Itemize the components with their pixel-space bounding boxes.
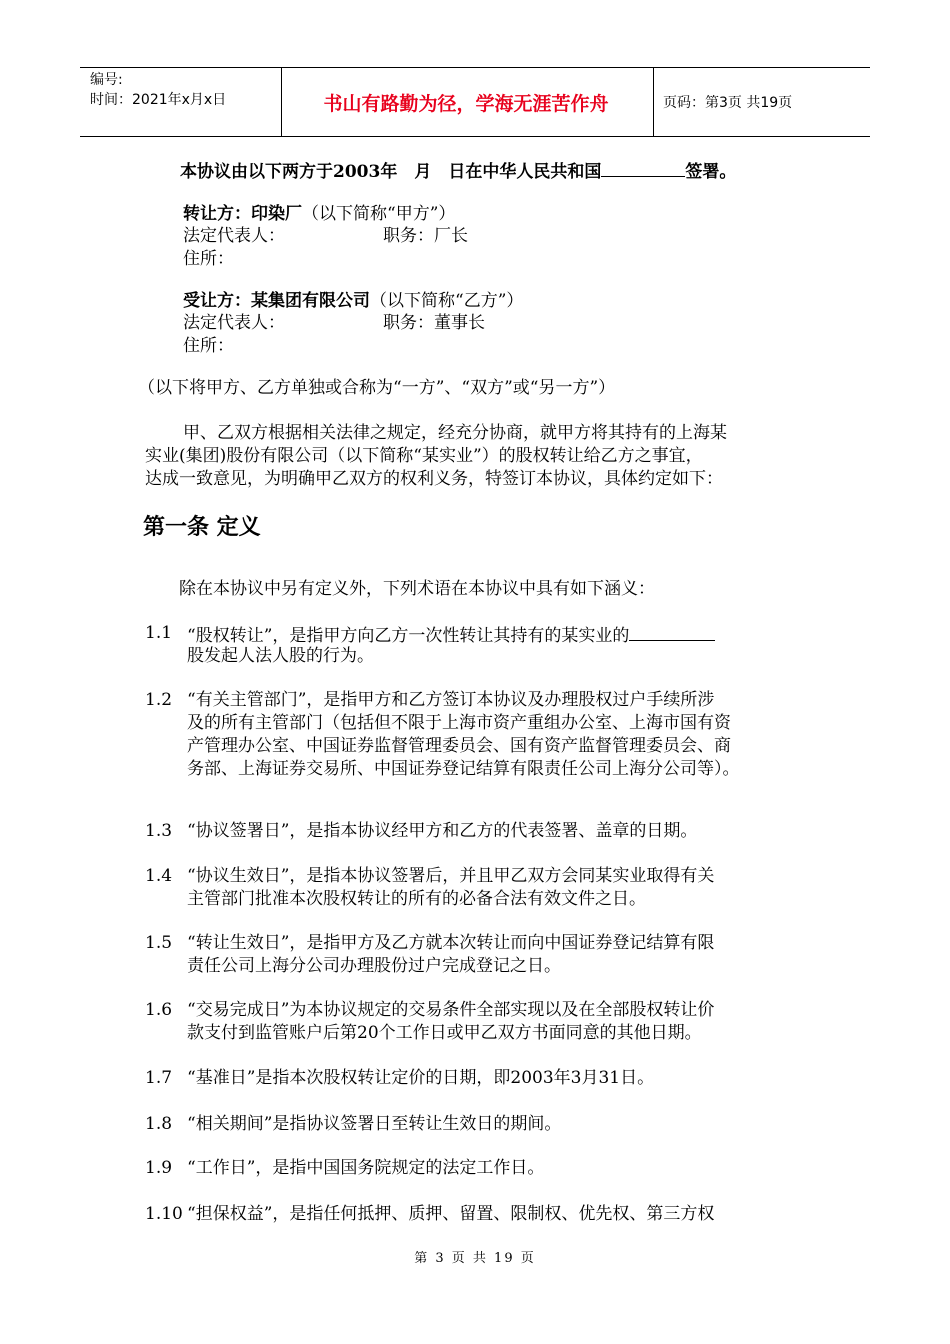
item-text: “股权转让”，是指甲方向乙方一次性转让其持有的某实业的	[187, 626, 630, 646]
item-line: 主管部门批准本次股权转让的所有的必备合法有效文件之日。	[187, 889, 646, 909]
item-line: “有关主管部门”，是指甲方和乙方签订本协议及办理股权过户手续所涉	[187, 690, 715, 710]
item-number: 1.9	[145, 1158, 173, 1178]
item-number: 1.5	[145, 933, 173, 953]
preamble-line: 甲、乙双方根据相关法律之规定，经充分协商，就甲方将其持有的上海某	[183, 423, 727, 443]
item-line: 责任公司上海分公司办理股份过户完成登记之日。	[187, 956, 561, 976]
preamble-line: 实业(集团)股份有限公司（以下简称“某实业”）的股权转让给乙方之事宜，	[145, 446, 703, 466]
item-number: 1.3	[145, 821, 173, 841]
page-footer: 第 3 页 共 19 页	[414, 1251, 536, 1266]
header-divider	[653, 68, 654, 136]
item-number: 1.7	[145, 1068, 173, 1088]
item-line: “转让生效日”，是指甲方及乙方就本次转让而向中国证券登记结算有限	[187, 933, 715, 953]
item-number: 1.8	[145, 1114, 173, 1134]
item-number: 1.2	[145, 690, 173, 710]
item-line: 款支付到监管账户后第20个工作日或甲乙双方书面同意的其他日期。	[187, 1023, 702, 1043]
item-line: 务部、上海证券交易所、中国证券登记结算有限责任公司上海分公司等）。	[187, 759, 740, 779]
party-a-label: 转让方：印染厂	[183, 204, 302, 224]
item-line: “协议签署日”，是指本协议经甲方和乙方的代表签署、盖章的日期。	[187, 821, 698, 841]
item-line: 产管理办公室、中国证券监督管理委员会、国有资产监督管理委员会、商	[187, 736, 731, 756]
item-line: “担保权益”，是指任何抵押、质押、留置、限制权、优先权、第三方权	[187, 1204, 715, 1224]
document-time-label: 时间：2021年x月x日	[90, 92, 227, 108]
blank-country-field	[601, 158, 685, 177]
party-a-address: 住所：	[183, 249, 234, 269]
party-b-rep: 法定代表人：	[183, 313, 285, 333]
party-a-position: 职务：厂长	[383, 226, 468, 246]
signing-prefix: 本协议由以下两方于2003年 月 日在中华人民共和国	[180, 162, 602, 182]
header-page-info: 页码：第3页 共19页	[663, 95, 793, 111]
definitions-intro: 除在本协议中另有定义外，下列术语在本协议中具有如下涵义：	[179, 579, 655, 599]
signing-suffix: 签署。	[685, 162, 737, 182]
item-line: “工作日”，是指中国国务院规定的法定工作日。	[187, 1158, 545, 1178]
document-number-label: 编号:	[90, 72, 123, 88]
party-b-position: 职务：董事长	[383, 313, 485, 333]
party-b-line	[183, 290, 523, 312]
item-line: “协议生效日”，是指本协议签署后，并且甲乙双方会同某实业取得有关	[187, 866, 715, 886]
item-line: “相关期间”是指协议签署日至转让生效日的期间。	[187, 1114, 562, 1134]
signing-sentence	[180, 158, 736, 183]
item-number: 1.6	[145, 1000, 173, 1020]
header-motto: 书山有路勤为径，学海无涯苦作舟	[323, 92, 609, 115]
page-header	[80, 67, 870, 137]
item-line: “基准日”是指本次股权转让定价的日期，即2003年3月31日。	[187, 1068, 655, 1088]
item-line: 及的所有主管部门（包括但不限于上海市资产重组办公室、上海市国有资	[187, 713, 731, 733]
article-title: 第一条 定义	[143, 515, 261, 540]
party-b-label: 受让方：某集团有限公司	[183, 291, 370, 311]
party-b-alias: （以下简称“乙方”）	[370, 291, 524, 311]
item-number: 1.10	[145, 1204, 183, 1224]
party-b-address: 住所：	[183, 336, 234, 356]
item-number: 1.1	[145, 623, 173, 643]
header-meta	[90, 70, 226, 110]
item-number: 1.4	[145, 866, 173, 886]
party-a-alias: （以下简称“甲方”）	[302, 204, 456, 224]
item-line: “交易完成日”为本协议规定的交易条件全部实现以及在全部股权转让价	[187, 1000, 715, 1020]
collective-definition: （以下将甲方、乙方单独或合称为“一方”、“双方”或“另一方”）	[138, 378, 616, 398]
item-line: 股发起人法人股的行为。	[187, 646, 374, 666]
blank-share-field	[629, 622, 715, 641]
party-a-rep: 法定代表人：	[183, 226, 285, 246]
party-a-line	[183, 203, 455, 225]
preamble-line: 达成一致意见，为明确甲乙双方的权利义务，特签订本协议，具体约定如下：	[145, 469, 723, 489]
